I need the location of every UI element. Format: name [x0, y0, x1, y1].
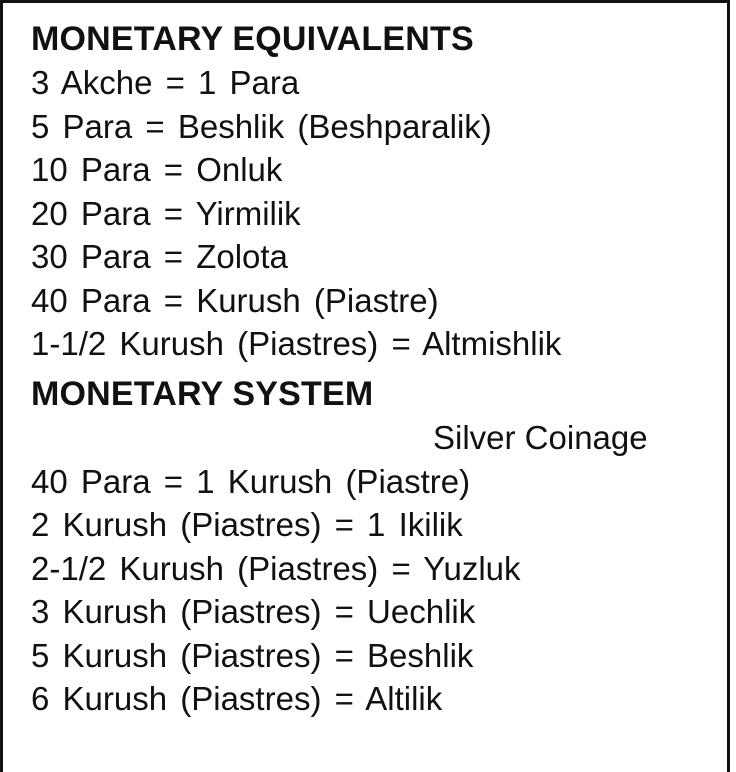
equivalent-line: 10 Para = Onluk — [31, 151, 283, 188]
monetary-system-heading: MONETARY SYSTEM — [31, 374, 374, 413]
system-line: 6 Kurush (Piastres) = Altilik — [31, 680, 443, 717]
equivalent-line: 20 Para = Yirmilik — [31, 194, 301, 232]
equivalent-line: 1-1/2 Kurush (Piastres) = Altmishlik — [31, 325, 562, 362]
system-line: 5 Kurush (Piastres) = Beshlik — [31, 636, 474, 674]
silver-coinage-subheading: Silver Coinage — [433, 418, 648, 456]
system-line: 40 Para = 1 Kurush (Piastre) — [31, 462, 471, 500]
system-line: 3 Kurush (Piastres) = Uechlik — [31, 593, 476, 630]
monetary-equivalents-list — [31, 61, 721, 366]
equivalent-line: 30 Para = Zolota — [31, 238, 288, 275]
equivalent-line: 5 Para = Beshlik (Beshparalik) — [31, 107, 492, 145]
system-line: 2-1/2 Kurush (Piastres) = Yuzluk — [31, 549, 521, 587]
equivalent-line: 40 Para = Kurush (Piastre) — [31, 281, 439, 319]
document-content — [31, 17, 721, 721]
monetary-equivalents-heading: MONETARY EQUIVALENTS — [31, 20, 474, 58]
equivalent-line: 3 Akche = 1 Para — [31, 64, 300, 101]
monetary-system-list — [31, 460, 721, 721]
system-line: 2 Kurush (Piastres) = 1 Ikilik — [31, 506, 463, 543]
